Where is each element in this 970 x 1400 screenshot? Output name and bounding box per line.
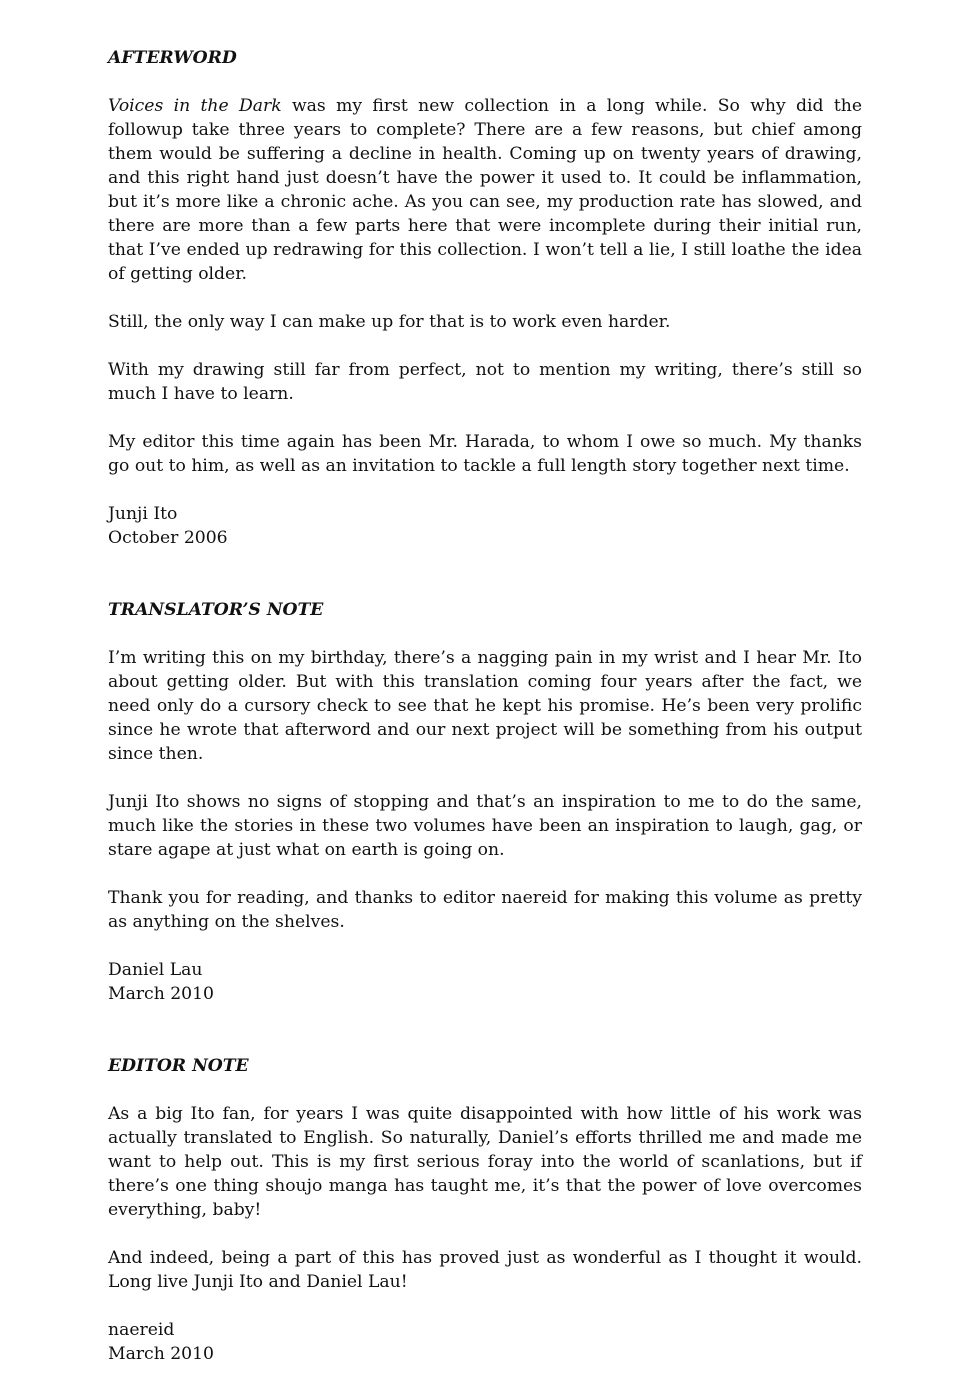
editor-note-signature-date: March 2010 [108,1344,214,1364]
editor-note-section [108,1054,862,1366]
afterword-paragraph-1 [108,94,862,286]
editor-note-paragraph-1: As a big Ito fan, for years I was quite disappointed with how little of his work was actually translated to English. So naturally, Daniel’s efforts thrilled me and made me want to help out. This is my first serious foray into the world of scanlations, but if there’s one thing shoujo manga has taught me, it’s that the power of love overcomes everything, baby! [108,1104,862,1220]
afterword-signature-name: Junji Ito [108,504,178,524]
afterword-paragraph-2: Still, the only way I can make up for that is to work even harder. [108,312,671,332]
section-spacer [108,550,862,598]
section-spacer [108,1006,862,1054]
translators-note-heading: TRANSLATOR’S NOTE [108,600,324,620]
translators-note-paragraph-2: Junji Ito shows no signs of stopping and that’s an inspiration to me to do the same, much like the stories in these two volumes have been an inspiration to laugh, gag, or stare agape at just what on earth is going on. [108,792,862,860]
translators-note-section [108,598,862,1006]
editor-note-signature [108,1318,862,1366]
afterword-paragraph-3: With my drawing still far from perfect, not to mention my writing, there’s still so much I have to learn. [108,360,862,404]
translators-note-paragraph-3: Thank you for reading, and thanks to editor naereid for making this volume as pretty as anything on the shelves. [108,888,862,932]
book-title: Voices in the Dark [108,96,282,116]
afterword-signature [108,502,862,550]
editor-note-paragraph-2: And indeed, being a part of this has proved just as wonderful as I thought it would. Long live Junji Ito and Daniel Lau! [108,1248,862,1292]
afterword-section [108,46,862,550]
afterword-paragraph-4: My editor this time again has been Mr. Harada, to whom I owe so much. My thanks go out to him, as well as an invitation to tackle a full length story together next time. [108,432,862,476]
translators-note-signature [108,958,862,1006]
editor-note-heading: EDITOR NOTE [108,1056,249,1076]
translators-note-signature-name: Daniel Lau [108,960,203,980]
document-page [108,46,862,1366]
afterword-signature-date: October 2006 [108,528,228,548]
afterword-heading: AFTERWORD [108,48,237,68]
translators-note-signature-date: March 2010 [108,984,214,1004]
editor-note-signature-name: naereid [108,1320,175,1340]
translators-note-paragraph-1: I’m writing this on my birthday, there’s a nagging pain in my wrist and I hear Mr. Ito about getting older. But with this translation coming four years after the fact, we need only do a cursory check to see that he kept his promise. He’s been very prolific since he wrote that afterword and our next project will be something from his output since then. [108,648,862,764]
afterword-paragraph-1-text: was my first new collection in a long while. So why did the followup take three years to complete? There are a few reasons, but chief among them would be suffering a decline in health. Coming up on twenty years of drawing, and this right hand just doesn’t have the power it used to. It could be inflammation, but it’s more like a chronic ache. As you can see, my production rate has slowed, and there are more than a few parts here that were incomplete during their initial run, that I’ve ended up redrawing for this collection. I won’t tell a lie, I still loathe the idea of getting older. [108,96,862,284]
